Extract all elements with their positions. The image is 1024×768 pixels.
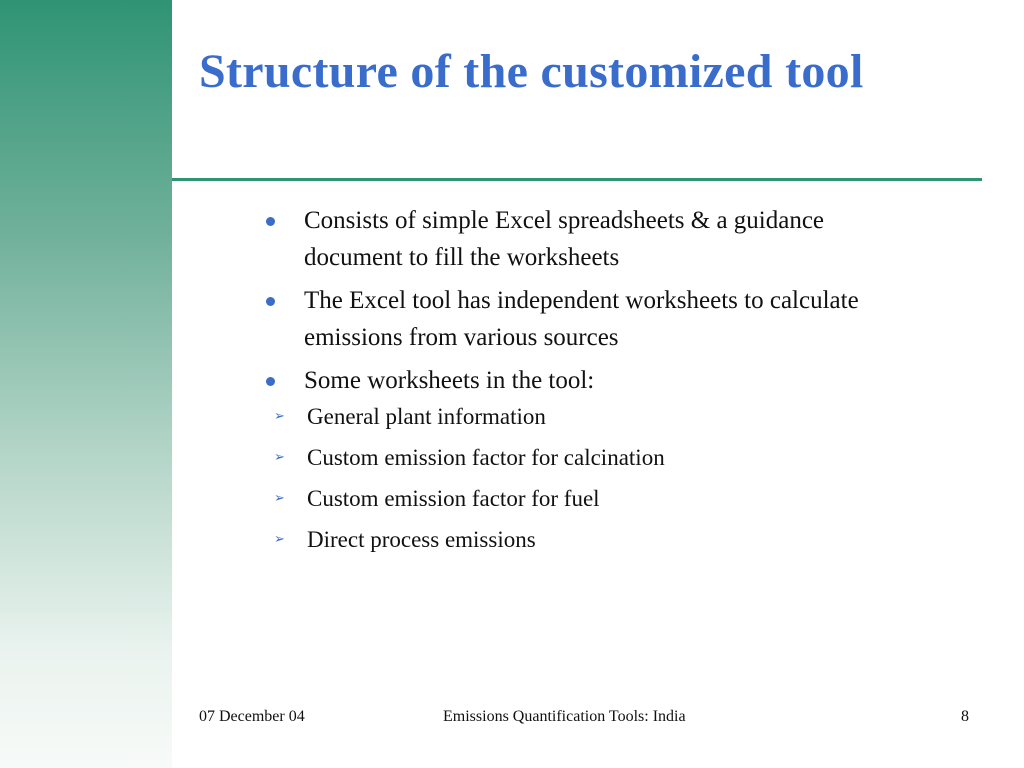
bullet-text: Consists of simple Excel spreadsheets & a guidance document to fill the worksheets bbox=[304, 207, 825, 271]
footer-presentation-title: Emissions Quantification Tools: India bbox=[443, 708, 686, 725]
footer-date: 07 December 04 bbox=[199, 708, 305, 725]
bullet-item bbox=[262, 362, 902, 556]
sub-bullet-item bbox=[262, 401, 902, 433]
bullet-text: Some worksheets in the tool: bbox=[304, 367, 595, 394]
sub-bullet-list bbox=[274, 401, 902, 556]
slide-title: Structure of the customized tool bbox=[199, 45, 864, 98]
bullet-text: The Excel tool has independent worksheets to calculate emissions from various sources bbox=[304, 287, 859, 351]
bullet-list bbox=[262, 202, 902, 565]
sub-bullet-item bbox=[262, 524, 902, 556]
sub-bullet-text: General plant information bbox=[307, 404, 546, 429]
sub-bullet-text: Direct process emissions bbox=[307, 527, 536, 552]
arrowhead-right-icon: ➢ bbox=[274, 491, 285, 506]
sub-bullet-text: Custom emission factor for calcination bbox=[307, 445, 665, 470]
arrowhead-right-icon: ➢ bbox=[274, 532, 285, 547]
title-divider bbox=[172, 178, 982, 181]
bullet-dot-icon bbox=[266, 217, 275, 226]
bullet-item bbox=[262, 202, 902, 276]
arrowhead-right-icon: ➢ bbox=[274, 409, 285, 424]
side-gradient-band bbox=[0, 0, 172, 768]
bullet-item bbox=[262, 282, 902, 356]
sub-bullet-text: Custom emission factor for fuel bbox=[307, 486, 600, 511]
sub-bullet-item bbox=[262, 483, 902, 515]
bullet-dot-icon bbox=[266, 297, 275, 306]
footer-page-number: 8 bbox=[961, 708, 969, 725]
bullet-dot-icon bbox=[266, 377, 275, 386]
sub-bullet-item bbox=[262, 442, 902, 474]
arrowhead-right-icon: ➢ bbox=[274, 450, 285, 465]
